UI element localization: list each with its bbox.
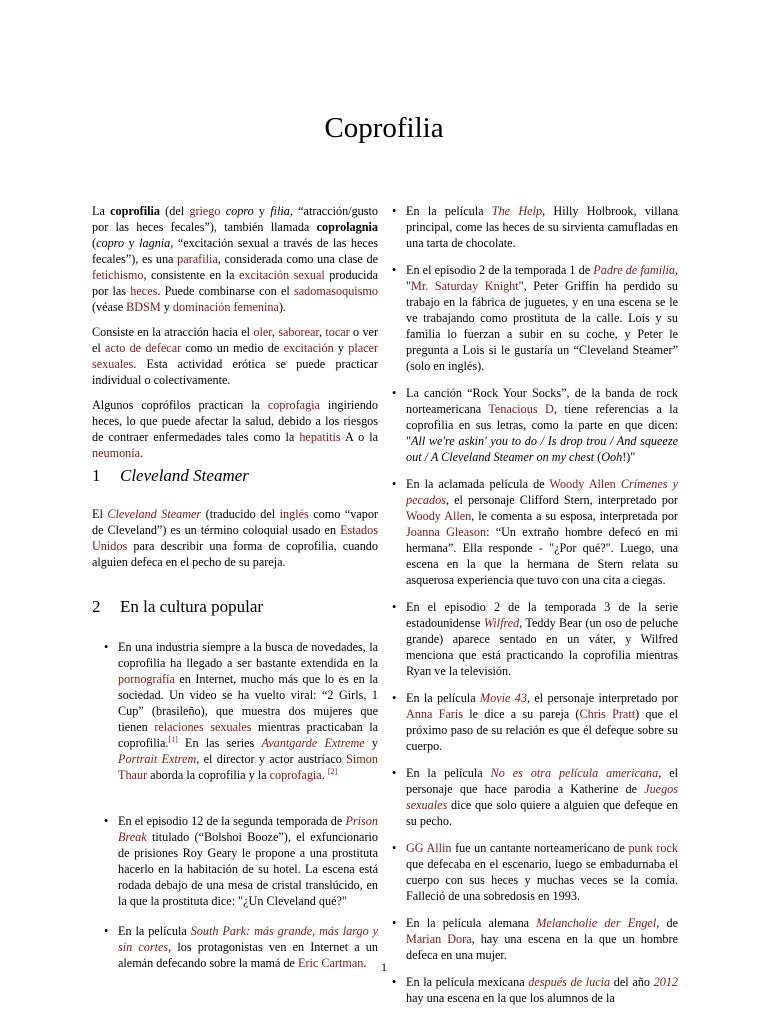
link-marian-dora[interactable]: Marian Dora: [406, 932, 472, 946]
link-excitacion-sexual[interactable]: excitación sexual: [239, 268, 325, 282]
link-2012[interactable]: 2012: [653, 975, 678, 989]
link-sadomasoquismo[interactable]: sadomasoquismo: [294, 284, 378, 298]
section-1-paragraph: El Cleveland Steamer (traducido del inglés como “vapor de Cleveland”) es un término coloquial usado en Estados Unidos para describir una forma de coprofilia, cuando alguien defeca en el pecho de su pareja.: [92, 507, 378, 569]
link-simon-thaur[interactable]: Simon Thaur: [118, 752, 378, 782]
link-mr-saturday-knight[interactable]: Mr. Saturday Knight: [410, 279, 519, 293]
link-despues-de-lucia[interactable]: después de lucia: [528, 975, 611, 989]
link-anna-faris[interactable]: Anna Faris: [406, 707, 463, 721]
link-estados-unidos[interactable]: Estados Unidos: [92, 523, 378, 553]
link-eric-cartman[interactable]: Eric Cartman: [298, 956, 364, 970]
list-item: • En el episodio 2 de la temporada 3 de la serie estadounidense Wilfred, Teddy Bear (un oso de peluche grande) aparece sentado en un váter, y Wilfred menciona que está practicando la coprofilia mientras Ryan ve la televisión.: [392, 599, 678, 679]
list-item: • En la película mexicana después de lucia del año 2012 hay una escena en la que los alumnos de la: [392, 974, 678, 1006]
term-coprofilia: coprofilia: [110, 204, 160, 218]
link-crimenes-y-pecados[interactable]: Crímenes y pecados: [406, 477, 678, 507]
link-relaciones-sexuales[interactable]: relaciones sexuales: [154, 720, 252, 734]
link-parafilia[interactable]: parafilia: [177, 252, 218, 266]
left-column: [92, 203, 379, 970]
list-item: • GG Allin fue un cantante norteamericano de punk rock que defecaba en el escenario, luego se embadurnaba el cuerpo con sus heces y muchas veces se la comía. Falleció de una sobredosis en 1993.: [392, 840, 678, 904]
list-item: • En el episodio 12 de la segunda temporada de Prison Break titulado (“Bolshoi Booze”), el exfuncionario de prisiones Roy Geary le propone a una prostituta hacerlo en la habitación de su hotel. La escena está rodada debajo de una mesa de cristal translúcido, en la que la prostituta dice: "¿Un Cleveland qué?": [104, 813, 378, 909]
link-gg-allin[interactable]: GG Allin: [406, 841, 452, 855]
list-item: • En una industria siempre a la busca de novedades, la coprofilia ha llegado a ser bastante extendida en la pornografía en Internet, mucho más que lo es en la sociedad. Un video se ha vuelto viral: “2 Girls, 1 Cup” (brasileño), que muestra dos mujeres que tienen relaciones sexuales mientras practicaban la coprofilia.[1] En las series Avantgarde Extreme y Portrait Extrem, el director y actor austríaco Simon Thaur aborda la coprofilia y la coprofagia. [2]: [104, 639, 378, 783]
link-acto-de-defecar[interactable]: acto de defecar: [105, 341, 182, 355]
list-item: • La canción “Rock Your Socks”, de la banda de rock norteamericana Tenacious D, tiene referencias a la coprofilia en sus letras, como la parte en que dicen: "All we're askin' you to do / Is drop trou / And squeeze out / A Cleveland Steamer on my chest (Ooh!)": [392, 385, 678, 465]
link-melancholie-der-engel[interactable]: Melancholie der Engel: [536, 916, 657, 930]
link-prison-break[interactable]: Prison Break: [118, 814, 378, 844]
link-padre-de-familia[interactable]: Padre de familia: [593, 263, 675, 277]
link-chris-pratt[interactable]: Chris Pratt: [579, 707, 636, 721]
list-item: • En la película The Help, Hilly Holbrook, villana principal, come las heces de su sirvienta camufladas en una tarta de chocolate.: [392, 203, 678, 251]
list-item: • En la aclamada película de Woody Allen Crímenes y pecados, el personaje Clifford Stern, interpretado por Woody Allen, le comenta a su esposa, interpretada por Joanna Gleason: “Un extraño hombre defecó en mi hermana”. Ella responde - "¿Por qué?". Luego, una escena en la que la hermana de Stern relata su asquerosa experiencia que tuvo con una cita a ciegas.: [392, 476, 678, 588]
link-coprofagia[interactable]: coprofagia: [267, 398, 320, 412]
link-woody-allen-2[interactable]: Woody Allen: [406, 509, 472, 523]
link-woody-allen[interactable]: Woody Allen: [549, 477, 616, 491]
link-avantgarde-extreme[interactable]: Avantgarde Extreme: [261, 736, 365, 750]
link-dominacion-femenina[interactable]: dominación femenina: [172, 300, 279, 314]
link-joanna-gleason[interactable]: Joanna Gleason: [406, 525, 487, 539]
link-juegos-sexuales[interactable]: Juegos sexuales: [406, 782, 678, 812]
page-number: 1: [381, 960, 387, 974]
link-heces[interactable]: heces: [130, 284, 158, 298]
section-heading-2: 2 En la cultura popular: [92, 597, 264, 616]
citation-1[interactable]: [1]: [168, 734, 178, 744]
link-excitacion[interactable]: excitación: [283, 341, 334, 355]
link-cleveland-steamer[interactable]: Cleveland Steamer: [107, 507, 202, 521]
intro-paragraph-3: Algunos coprófilos practican la coprofagia ingiriendo heces, lo que puede afectar la salud, debido a los riesgos de contraer enfermedades tales como la hepatitis A o la neumonía.: [92, 398, 378, 460]
link-ingles[interactable]: inglés: [279, 507, 309, 521]
list-item: • En la película South Park: más grande, más largo y sin cortes, los protagonistas ven en Internet a un alemán defecando sobre la mamá de Eric Cartman.: [104, 923, 378, 971]
link-wilfred[interactable]: Wilfred: [483, 616, 520, 630]
link-oler[interactable]: oler: [253, 325, 272, 339]
list-item: • En la película No es otra película americana, el personaje que hace parodia a Katherine de Juegos sexuales dice que solo quiere a alguien que defeque en su pecho.: [392, 765, 678, 829]
list-item: • En la película Movie 43, el personaje interpretado por Anna Faris le dice a su pareja (Chris Pratt) que el próximo paso de su relación es que él defeque sobre su cuerpo.: [392, 690, 678, 754]
link-tocar[interactable]: tocar: [325, 325, 350, 339]
link-no-es-otra-pelicula-americana[interactable]: No es otra película americana: [490, 766, 659, 780]
link-the-help[interactable]: The Help: [491, 204, 543, 218]
link-south-park[interactable]: South Park: más grande, más largo y sin cortes: [118, 924, 378, 954]
section-heading-1: 1 Cleveland Steamer: [92, 466, 249, 485]
link-hepatitis[interactable]: hepatitis: [299, 430, 341, 444]
culture-list-left: [104, 639, 378, 982]
link-bdsm[interactable]: BDSM: [126, 300, 161, 314]
link-coprofagia-2[interactable]: coprofagia: [269, 768, 322, 782]
list-item: • En el episodio 2 de la temporada 1 de Padre de familia, "Mr. Saturday Knight", Peter Griffin ha perdido su trabajo en la fábrica de juguetes, y en una escena se le ve trabajando como prostituta de la calle. Lois y su familia lo fuerzan a subir en su coche, y Peter le pregunta a Lois si le gustaría un “Cleveland Steamer” (solo en inglés).: [392, 262, 678, 374]
link-pornografia[interactable]: pornografía: [118, 672, 175, 686]
link-portrait-extrem[interactable]: Portrait Extrem: [118, 752, 197, 766]
link-tenacious-d[interactable]: Tenacious D: [488, 402, 554, 416]
link-griego[interactable]: griego: [189, 204, 221, 218]
link-neumonia[interactable]: neumonía: [92, 446, 141, 460]
culture-list-right: [392, 203, 678, 1006]
term-coprolagnia: coprolagnia: [316, 220, 378, 234]
right-column: [392, 203, 678, 1017]
list-item: • En la película alemana Melancholie der Engel, de Marian Dora, hay una escena en la que un hombre defeca en una mujer.: [392, 915, 678, 963]
link-placer-sexuales[interactable]: placer sexuales: [92, 341, 379, 371]
link-saborear[interactable]: saborear: [278, 325, 319, 339]
citation-2[interactable]: [2]: [327, 766, 338, 776]
link-punk-rock[interactable]: punk rock: [628, 841, 679, 855]
intro-paragraph-1: La coprofilia (del griego copro y filia, “atracción/gusto por las heces fecales”), también llamada coprolagnia (copro y lagnia, “excitación sexual a través de las heces fecales”), es una parafilia, considerada como una clase de fetichismo, consistente en la excitación sexual producida por las heces. Puede combinarse con el sadomasoquismo (véase BDSM y dominación femenina).: [92, 204, 379, 314]
intro-paragraph-2: Consiste en la atracción hacia el oler, saborear, tocar o ver el acto de defecar como un medio de excitación y placer sexuales. Esta actividad erótica se puede practicar individual o colectivamente.: [92, 325, 379, 387]
link-movie-43[interactable]: Movie 43: [479, 691, 527, 705]
link-fetichismo[interactable]: fetichismo: [92, 268, 144, 282]
page-title: Coprofilia: [324, 112, 444, 144]
